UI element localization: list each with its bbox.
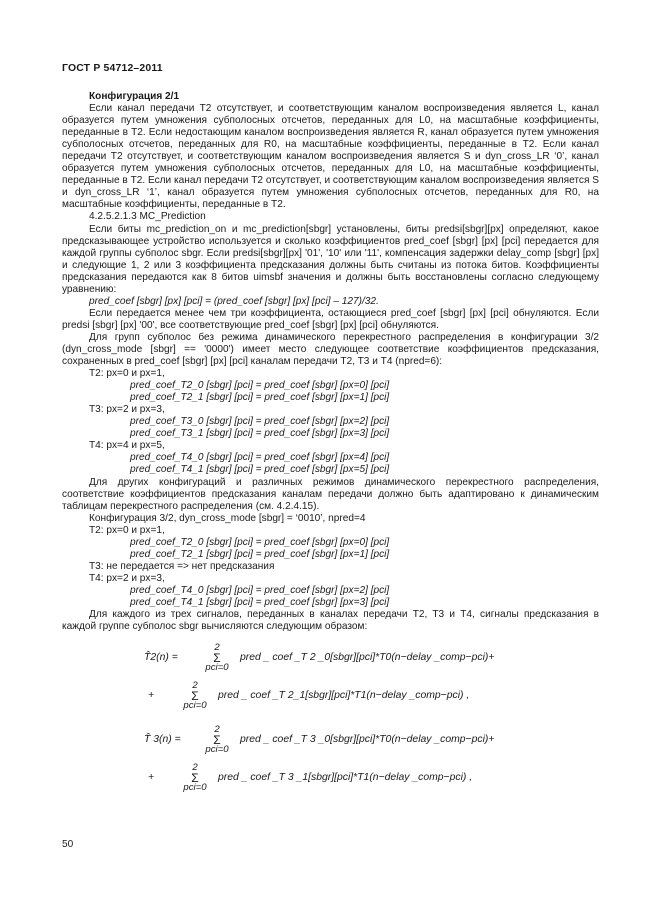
mapping-t4-label: T4: px=4 и px=5,	[89, 440, 165, 452]
mapping-row: pred_coef_T4_1 [sbgr] [pci] = pred_coef [sbgr] [px=5] [pci]	[130, 464, 390, 476]
mapping2-t2-label: T2: px=0 и px=1,	[89, 524, 165, 536]
sum-symbol: 2 Σ pci=0	[205, 642, 229, 674]
paragraph-groups: Для групп субполос без режима динамического перекрестного распределения в конфигурации 3/2 (dyn_cross_mode [sbgr] == '0000') имеет место следующее соответствие коэффициентов предсказания, сохраненных в pred_coef [sbgr] [px] [pci] каналам передачи T2, T3 и T4 (npred=6):	[62, 331, 599, 368]
formula-lhs: +	[148, 690, 155, 702]
section-heading: Конфигурация 2/1	[89, 91, 180, 102]
mapping-row: pred_coef_T4_1 [sbgr] [pci] = pred_coef [sbgr] [px=3] [pci]	[130, 596, 390, 608]
formula-t3-line2	[62, 759, 599, 797]
sum-symbol: 2 Σ pci=0	[205, 724, 229, 756]
formula-rhs: pred _ coef _T 2_1[sbgr][pci]*T1(n−delay _comp−pci) ,	[218, 690, 470, 702]
mapping-row: pred_coef_T2_0 [sbgr] [pci] = pred_coef [sbgr] [px=0] [pci]	[130, 536, 390, 548]
section-number-title: 4.2.5.2.1.3 MC_Prediction	[89, 211, 206, 223]
paragraph-prediction: Если биты mc_prediction_on и mc_prediction[sbgr] установлены, биты predsi[sbgr][px] определяют, какое предсказывающее устройство используется и сколько коэффициентов pred_coef [sbgr] [px] [pci] передается для каждой группы субполос sbgr. Если predsi[sbgr][px] '01', '10' или '11', компенсация задержки delay_comp [sbgr] [px] и следующие 1, 2 или 3 коэффициента предсказания должны быть считаны из потока битов. Коэффициенты предсказания передаются как 8 битов uimsbf значения и должны быть восстановлены согласно следующему уравнению:	[62, 223, 599, 295]
mapping-row: pred_coef_T2_1 [sbgr] [pci] = pred_coef [sbgr] [px=1] [pci]	[130, 392, 390, 404]
formula-lhs: T̂2(n) =	[144, 652, 178, 664]
formula-rhs: pred _ coef _T 2 _0[sbgr][pci]*T0(n−delay _comp−pci)+	[240, 652, 495, 664]
formula-lhs: +	[148, 772, 155, 784]
mapping-row: pred_coef_T4_0 [sbgr] [pci] = pred_coef [sbgr] [px=2] [pci]	[130, 584, 390, 596]
mapping-row: pred_coef_T2_0 [sbgr] [pci] = pred_coef [sbgr] [px=0] [pci]	[130, 380, 390, 392]
formula-rhs: pred _ coef _T 3 _1[sbgr][pci]*T1(n−delay _comp−pci) ,	[218, 772, 473, 784]
document-header: ГОСТ Р 54712–2011	[62, 63, 163, 74]
formula-t2-line1	[62, 639, 599, 677]
sum-symbol: 2 Σ pci=0	[183, 762, 207, 794]
mapping-row: pred_coef_T4_0 [sbgr] [pci] = pred_coef [sbgr] [px=4] [pci]	[130, 452, 390, 464]
paragraph-zero: Если передается менее чем три коэффициента, остающиеся pred_coef [sbgr] [px] [pci] обнуляются. Если predsi [sbgr] [px] '00', все соответствующие pred_coef [sbgr] [px] [pci] обнуляются.	[62, 307, 599, 331]
sum-symbol: 2 Σ pci=0	[183, 680, 207, 712]
mapping2-t4-label: T4: px=2 и px=3,	[89, 572, 165, 584]
formula-rhs: pred _ coef _T 3 _0[sbgr][pci]*T0(n−delay _comp−pci)+	[240, 734, 495, 746]
config-line: Конфигурация 3/2, dyn_cross_mode [sbgr] = ‘0010’, npred=4	[89, 512, 366, 524]
page-content	[62, 91, 599, 797]
equation-restore: pred_coef [sbgr] [px] [pci] = (pred_coef [sbgr] [px] [pci] – 127)/32.	[89, 295, 379, 307]
mapping-row: pred_coef_T3_0 [sbgr] [pci] = pred_coef [sbgr] [px=2] [pci]	[130, 416, 390, 428]
paragraph-config-2-1: Если канал передачи T2 отсутствует, и соответствующим каналом воспроизведения является L, канал образуется путем умножения субполосных отсчетов, переданных для L0, на масштабные коэффициенты, переданные в T2. Если недостающим каналом воспроизведения является R, канал образуется путем умножения субполосных отсчетов, переданных для R0, на масштабные коэффициенты, переданные в T2. Если канал передачи T2 отсутствует, и соответствующим каналом воспроизведения является S и dyn_cross_LR ‘0’, канал образуется путем умножения субполосных отсчетов, переданных для L0, на масштабные коэффициенты, переданные в T2. Если канал передачи T2 отсутствует, и соответствующим каналом воспроизведения является S и dyn_cross_LR ‘1’, канал образуется путем умножения субполосных отсчетов, переданных для R0, на масштабные коэффициенты, переданные в T2.	[62, 103, 599, 211]
mapping-t2-label: T2: px=0 и px=1,	[89, 368, 165, 380]
mapping-t3-label: T3: px=2 и px=3,	[89, 404, 165, 416]
mapping-row: pred_coef_T2_1 [sbgr] [pci] = pred_coef [sbgr] [px=1] [pci]	[130, 548, 390, 560]
formula-t3-line1	[62, 721, 599, 759]
paragraph-other-configs: Для других конфигураций и различных режимов динамического перекрестного распределения, соответствие коэффициентов предсказания каналам передачи должно быть адаптировано к динамическим таблицам перекрестного распределения (см. 4.2.4.15).	[62, 476, 599, 512]
formula-lhs: T̂ 3(n) =	[144, 734, 181, 746]
paragraph-signals: Для каждого из трех сигналов, переданных в каналах передачи T2, T3 и T4, сигналы предсказания в каждой группе субполос sbgr вычисляются следующим образом:	[62, 609, 599, 633]
mapping-row: pred_coef_T3_1 [sbgr] [pci] = pred_coef [sbgr] [px=3] [pci]	[130, 428, 390, 440]
page-number: 50	[62, 839, 74, 850]
formula-t2-line2	[62, 677, 599, 715]
mapping2-t3-line: T3: не передается => нет предсказания	[89, 560, 275, 572]
